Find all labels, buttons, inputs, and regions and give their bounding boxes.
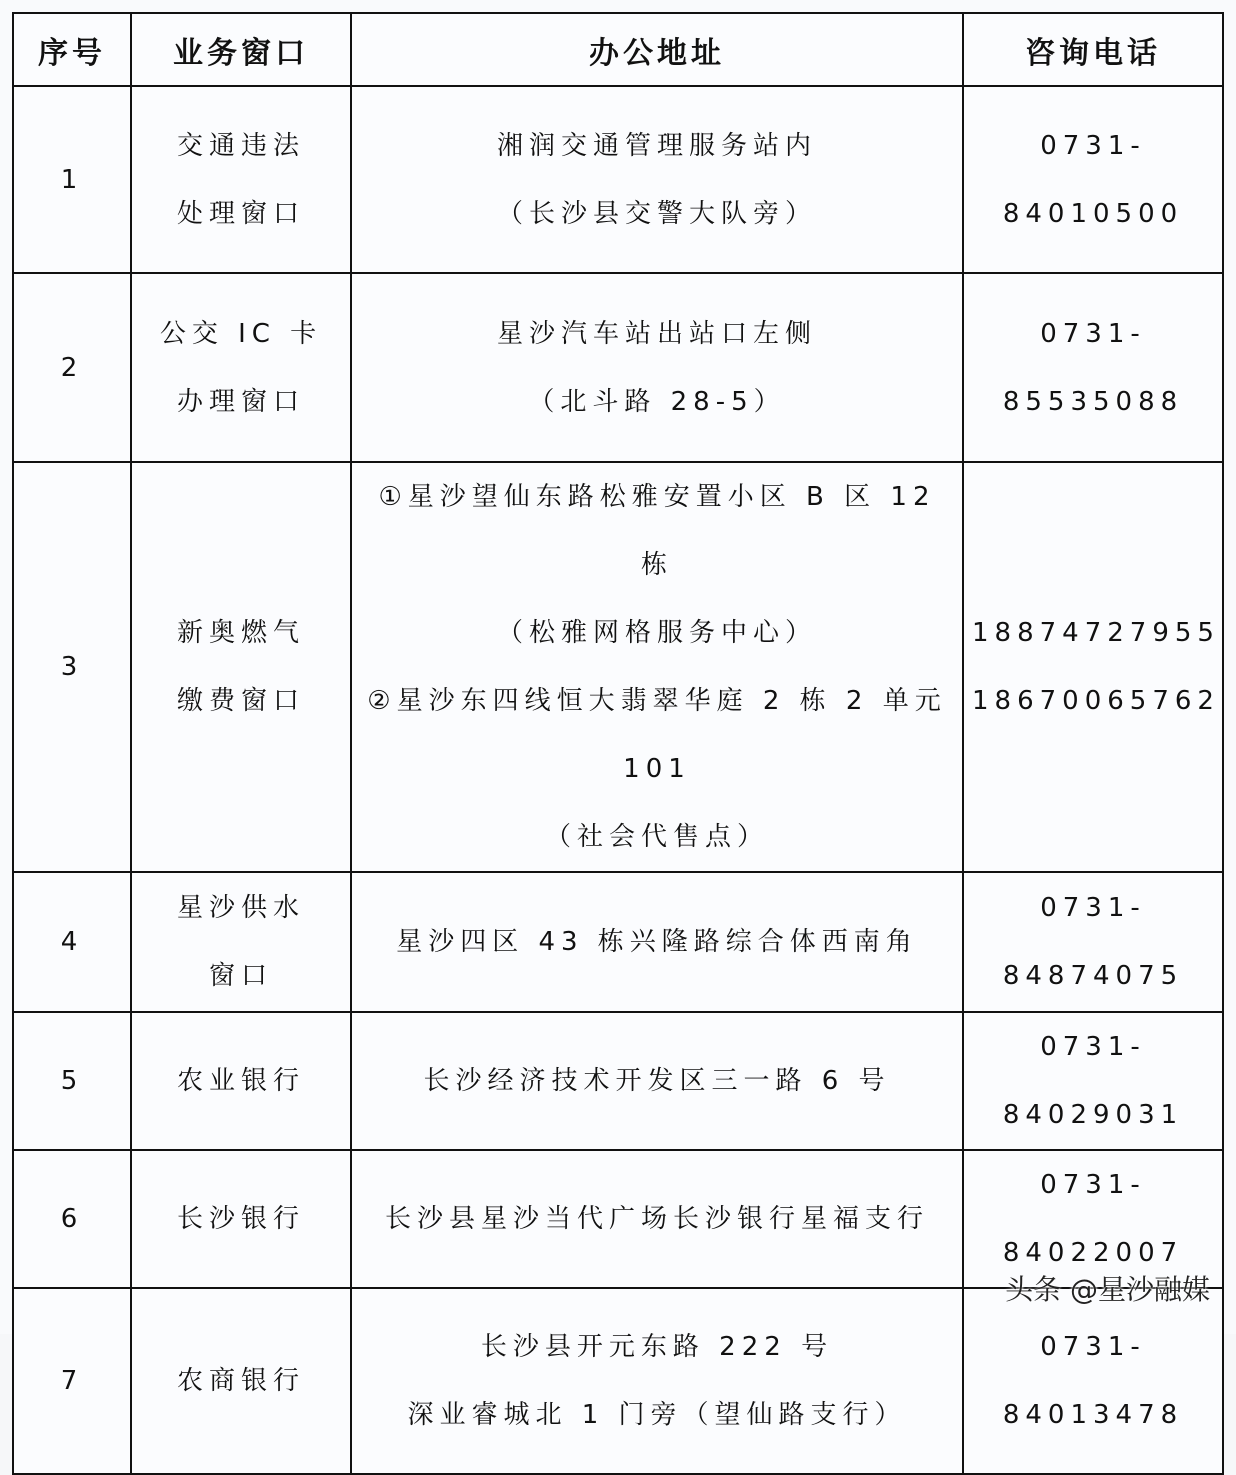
service-window-cell (131, 273, 351, 462)
service-window-cell (131, 1150, 351, 1288)
address-line: 深业睿城北 1 门旁（望仙路支行） (407, 1400, 907, 1430)
address-line: （社会代售点） (544, 822, 769, 852)
phone-cell (963, 1012, 1223, 1150)
address-line: ①星沙望仙东路松雅安置小区 B 区 12 栋 (378, 482, 936, 580)
table-row (13, 1288, 1223, 1474)
address-line: 湘润交通管理服务站内 (496, 130, 817, 161)
table-header-row (13, 13, 1223, 86)
window-line: 处理窗口 (176, 198, 305, 229)
address-line: （松雅网格服务中心） (496, 618, 817, 648)
phone-number: 0731-84010500 (1002, 130, 1184, 229)
service-window-cell (131, 462, 351, 872)
address-line: （北斗路 28-5） (528, 386, 786, 417)
row-number: 1 (13, 86, 131, 273)
window-line: 长沙银行 (176, 1204, 305, 1234)
window-line: 缴费窗口 (176, 686, 305, 716)
address-cell (351, 462, 963, 872)
row-number: 6 (13, 1150, 131, 1288)
service-window-cell (131, 872, 351, 1012)
window-line: 新奥燃气 (176, 618, 305, 648)
phone-number: 18670065762 (972, 686, 1220, 716)
window-line: 农商银行 (176, 1366, 305, 1396)
window-line: 窗口 (208, 961, 273, 991)
phone-number: 18874727955 (972, 618, 1220, 648)
row-number: 3 (13, 462, 131, 872)
row-number: 7 (13, 1288, 131, 1474)
header-office-address: 办公地址 (351, 13, 963, 86)
window-line: 公交 IC 卡 (159, 318, 323, 349)
address-line: 长沙县星沙当代广场长沙银行星福支行 (384, 1204, 929, 1234)
header-serial-number: 序号 (13, 13, 131, 86)
row-number: 2 (13, 273, 131, 462)
address-line: 星沙四区 43 栋兴隆路综合体西南角 (396, 927, 918, 957)
row-number: 5 (13, 1012, 131, 1150)
address-line: （长沙县交警大队旁） (496, 198, 817, 229)
window-line: 办理窗口 (176, 386, 305, 417)
row-number: 4 (13, 872, 131, 1012)
header-service-window: 业务窗口 (131, 13, 351, 86)
table-row (13, 1012, 1223, 1150)
service-window-table (12, 12, 1224, 1475)
service-window-cell (131, 1288, 351, 1474)
address-line: ②星沙东四线恒大翡翠华庭 2 栋 2 单元 101 (367, 686, 947, 784)
address-line: 长沙县开元东路 222 号 (480, 1332, 834, 1362)
window-line: 星沙供水 (176, 893, 305, 923)
phone-number: 0731-84022007 (1002, 1170, 1184, 1268)
table-row (13, 872, 1223, 1012)
address-cell (351, 1150, 963, 1288)
header-hotline: 咨询电话 (963, 13, 1223, 86)
service-window-cell (131, 86, 351, 273)
service-window-cell (131, 1012, 351, 1150)
address-cell (351, 86, 963, 273)
phone-cell (963, 462, 1223, 872)
address-cell (351, 872, 963, 1012)
table-row (13, 86, 1223, 273)
source-watermark: 头条 @星沙融媒 (1005, 1273, 1210, 1306)
phone-cell (963, 872, 1223, 1012)
address-line: 长沙经济技术开发区三一路 6 号 (423, 1066, 891, 1096)
address-cell (351, 1012, 963, 1150)
phone-number: 0731-84874075 (1002, 893, 1184, 991)
phone-number: 0731-84029031 (1002, 1032, 1184, 1130)
address-cell (351, 1288, 963, 1474)
phone-cell (963, 1288, 1223, 1474)
phone-number: 0731-84013478 (1002, 1332, 1184, 1430)
address-cell (351, 273, 963, 462)
phone-number: 0731-85535088 (1002, 318, 1184, 417)
phone-cell (963, 86, 1223, 273)
phone-cell (963, 273, 1223, 462)
window-line: 交通违法 (176, 130, 305, 161)
address-line: 星沙汽车站出站口左侧 (496, 318, 817, 349)
table-row (13, 462, 1223, 872)
table-row (13, 273, 1223, 462)
window-line: 农业银行 (176, 1066, 305, 1096)
